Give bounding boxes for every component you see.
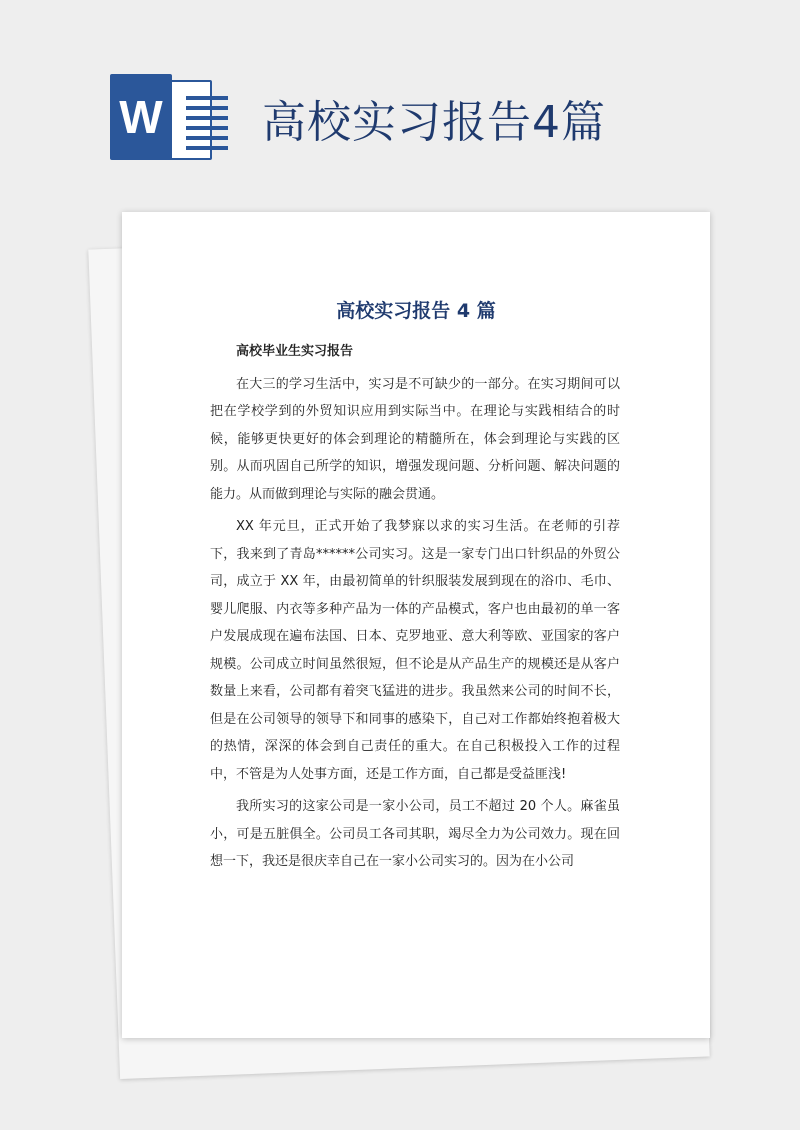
word-doc-lines: [186, 96, 228, 156]
page-header: [0, 0, 800, 200]
paragraph-2: XX 年元旦，正式开始了我梦寐以求的实习生活。在老师的引荐下，我来到了青岛******公司实习。这是一家专门出口针织品的外贸公司，成立于 XX 年，由最初简单的针织服装发展到现在的浴巾、毛巾、婴儿爬服、内衣等多种产品为一体的产品模式，客户也由最初的单一客户发展成现在遍布法国、日本、克罗地亚、意大利等欧、亚国家的客户规模。公司成立时间虽然很短，但不论是从产品生产的规模还是从客户数量上来看，公司都有着突飞猛进的进步。我虽然来公司的时间不长，但是在公司领导的领导下和同事的感染下，自己对工作都始终抱着极大的热情，深深的体会到自己责任的重大。在自己积极投入工作的过程中，不管是为人处事方面，还是工作方面，自己都是受益匪浅!: [210, 519, 620, 782]
paragraph-3: 我所实习的这家公司是一家小公司，员工不超过 20 个人。麻雀虽小，可是五脏俱全。公司员工各司其职，竭尽全力为公司效力。现在回想一下，我还是很庆幸自己在一家小公司实习的。因为在小公司: [210, 799, 620, 869]
document-title: 高校实习报告 4 篇: [336, 300, 496, 322]
page-title: 高校实习报告4篇: [262, 97, 606, 148]
document-body: [210, 338, 620, 881]
word-badge: W: [110, 74, 172, 160]
document-page: [122, 212, 710, 1038]
paragraph-1: 在大三的学习生活中，实习是不可缺少的一部分。在实习期间可以把在学校学到的外贸知识应用到实际当中。在理论与实践相结合的时候，能够更快更好的体会到理论的精髓所在，体会到理论与实践的区别。从而巩固自己所学的知识，增强发现问题、分析问题、解决问题的能力。从而做到理论与实际的融会贯通。: [210, 376, 620, 502]
word-document-icon: [110, 74, 214, 160]
document-subtitle: 高校毕业生实习报告: [236, 344, 354, 359]
